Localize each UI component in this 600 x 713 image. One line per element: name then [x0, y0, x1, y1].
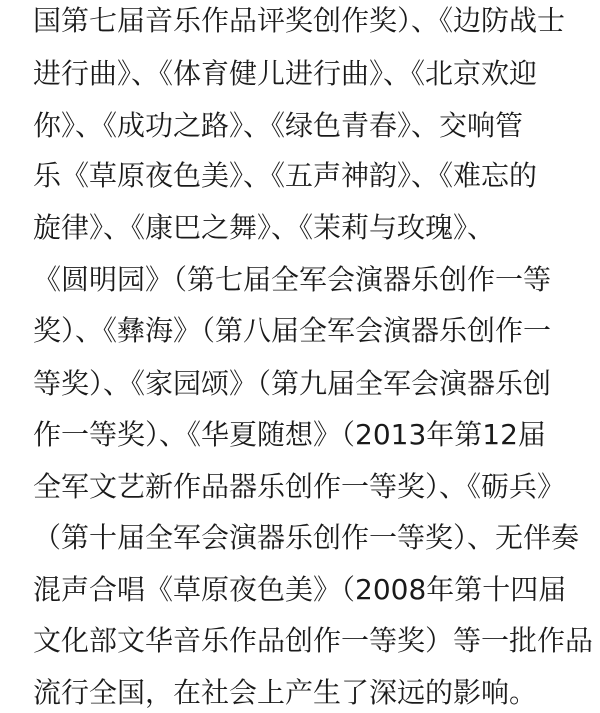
text-line: 奖）、《彝海》（第八届全军会演器乐创作一 — [33, 314, 552, 347]
text-line: （第十届全军会演器乐创作一等奖）、无伴奏 — [33, 521, 580, 554]
text-line: 进行曲》、《体育健儿进行曲》、《北京欢迎 — [33, 57, 538, 90]
text-line: 作一等奖）、《华夏随想》（2013年第12届 — [33, 418, 546, 451]
text-line: 全军文艺新作品器乐创作一等奖）、《砺兵》 — [33, 470, 566, 503]
text-line: 等奖）、《家园颂》（第九届全军会演器乐创 — [33, 367, 552, 400]
text-line: 乐《草原夜色美》、《五声神韵》、《难忘的 — [33, 159, 538, 192]
text-line: 文化部文华音乐作品创作一等奖）等一批作品 — [33, 624, 594, 657]
text-line: 《圆明园》（第七届全军会演器乐创作一等 — [33, 263, 552, 296]
text-line: 你》、《成功之路》、《绿色青春》、交响管 — [33, 109, 524, 142]
text-line: 流行全国，在社会上产生了深远的影响。 — [33, 676, 538, 709]
text-line: 旋律》、《康巴之舞》、《茉莉与玫瑰》、 — [33, 211, 496, 244]
text-line: 国第七届音乐作品评奖创作奖）、《边防战士 — [33, 4, 566, 37]
text-line: 混声合唱《草原夜色美》（2008年第十四届 — [33, 573, 567, 606]
